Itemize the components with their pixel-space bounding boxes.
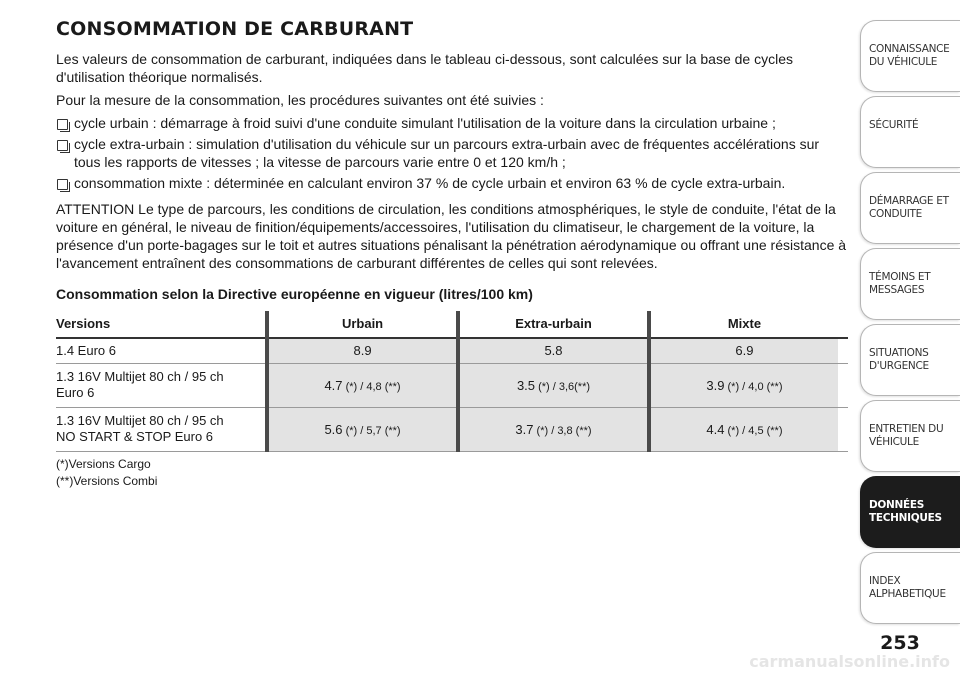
section-tabs — [860, 20, 960, 628]
header-versions: Versions — [56, 311, 267, 338]
mixte-cell: 4.4 (*) / 4,5 (**) — [649, 407, 838, 451]
checkbox-bullet-icon — [57, 140, 68, 151]
footnote-cargo: (*)Versions Cargo — [56, 456, 151, 471]
tab-donnees-techniques[interactable]: DONNÉES TECHNIQUES — [860, 476, 960, 548]
page-number: 253 — [880, 632, 920, 654]
watermark: carmanualsonline.info — [749, 652, 950, 671]
urbain-cell: 8.9 — [267, 338, 458, 363]
checkbox-bullet-icon — [57, 119, 68, 130]
table-row — [56, 363, 848, 407]
consumption-table — [56, 311, 848, 452]
tab-situations-durgence[interactable]: SITUATIONS D'URGENCE — [860, 324, 960, 396]
table-header-row — [56, 311, 848, 338]
urbain-cell: 4.7 (*) / 4,8 (**) — [267, 363, 458, 407]
procedure-intro: Pour la mesure de la consommation, les procédures suivantes ont été suivies : — [56, 92, 544, 108]
main-content — [56, 18, 848, 490]
attention-paragraph: ATTENTION Le type de parcours, les conditions de circulation, les conditions atmosphériques, le style de conduite, l'état de la voiture en général, le niveau de finition/équipements/accessoires, l'utilisation du climatiseur, le chargement de la voiture, la présence d'un porte-bagages sur le toit et autres situations pénalisant la pénétration aérodynamique ou offrant une résistance à l'avancement entraînent des consommations de carburant différentes de celles qui sont relevées. — [56, 201, 847, 271]
header-urbain: Urbain — [267, 311, 458, 338]
tab-entretien-du-vehicule[interactable]: ENTRETIEN DU VÉHICULE — [860, 400, 960, 472]
procedure-list — [56, 114, 848, 192]
mixte-cell: 3.9 (*) / 4,0 (**) — [649, 363, 838, 407]
extra-urbain-cell: 3.5 (*) / 3,6(**) — [458, 363, 649, 407]
extra-urbain-cell: 3.7 (*) / 3,8 (**) — [458, 407, 649, 451]
table-row — [56, 407, 848, 451]
tab-temoins-et-messages[interactable]: TÉMOINS ET MESSAGES — [860, 248, 960, 320]
tab-connaissance-du-vehicule[interactable]: CONNAISSANCE DU VÉHICULE — [860, 20, 960, 92]
checkbox-bullet-icon — [57, 179, 68, 190]
list-item: cycle extra-urbain : simulation d'utilisation du véhicule sur un parcours extra-urbain avec de fréquentes accélérations sur tous les rapports de vitesses ; la vitesse de parcours varie entre 0 et 120 km/h ; — [56, 135, 848, 171]
table-row — [56, 338, 848, 363]
page-title: CONSOMMATION DE CARBURANT — [56, 18, 414, 40]
tab-securite[interactable]: SÉCURITÉ — [860, 96, 960, 168]
footnote-combi: (**)Versions Combi — [56, 473, 158, 488]
tab-demarrage-et-conduite[interactable]: DÉMARRAGE ET CONDUITE — [860, 172, 960, 244]
version-cell: 1.3 16V Multijet 80 ch / 95 ch Euro 6 — [56, 363, 267, 407]
extra-urbain-cell: 5.8 — [458, 338, 649, 363]
urbain-cell: 5.6 (*) / 5,7 (**) — [267, 407, 458, 451]
table-title: Consommation selon la Directive européenne en vigueur (litres/100 km) — [56, 286, 533, 302]
tab-index-alphabetique[interactable]: INDEX ALPHABETIQUE — [860, 552, 960, 624]
intro-paragraph: Les valeurs de consommation de carburant, indiquées dans le tableau ci-dessous, sont calculées sur la base de cycles d'utilisation théorique normalisés. — [56, 51, 793, 85]
list-item: cycle urbain : démarrage à froid suivi d'une conduite simulant l'utilisation de la voiture dans la circulation urbaine ; — [56, 114, 848, 132]
mixte-cell: 6.9 — [649, 338, 838, 363]
header-extra-urbain: Extra-urbain — [458, 311, 649, 338]
version-cell: 1.3 16V Multijet 80 ch / 95 ch NO START & STOP Euro 6 — [56, 407, 267, 451]
list-item: consommation mixte : déterminée en calculant environ 37 % de cycle urbain et environ 63 % de cycle extra-urbain. — [56, 174, 848, 192]
version-cell: 1.4 Euro 6 — [56, 338, 267, 363]
header-mixte: Mixte — [649, 311, 838, 338]
